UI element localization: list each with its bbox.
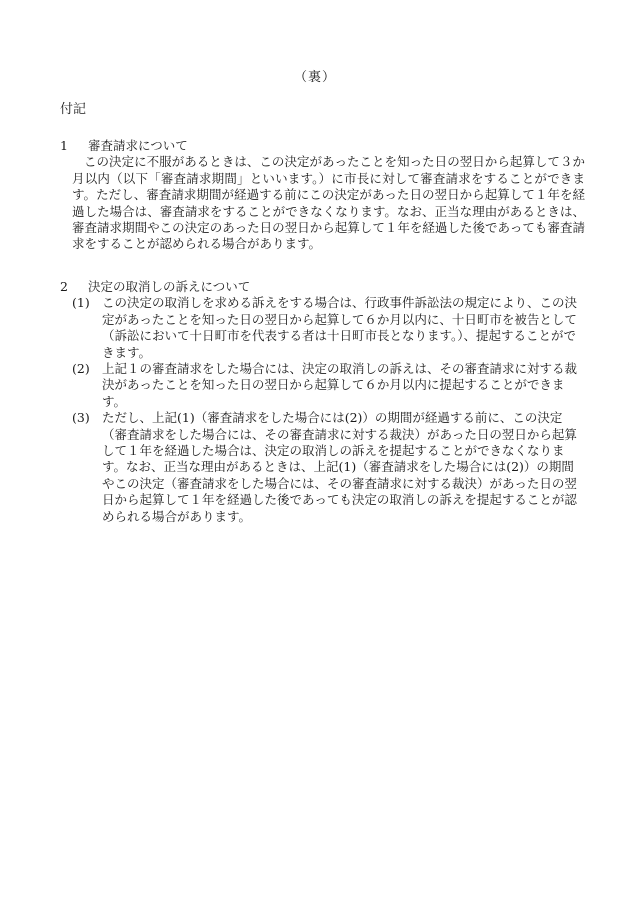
section-number: 2 — [60, 279, 68, 294]
section-body: この決定に不服があるときは、この決定があったことを知った日の翌日から起算して３か月以内（以下「審査請求期間」といいます。）に市長に対して審査請求をすることができます。ただし、審査請求期間が経過する前にこの決定があった日の翌日から起算して１年を経過した場合は、審査請求をすることができなくなります。なお、正当な理由があるときは、審査請求期間やこの決定のあった日の翌日から起算して１年を経過した後であっても審査請求をすることが認められる場合があります。 — [72, 154, 585, 252]
section-title: 審査請求について — [88, 138, 188, 153]
page-side-label: （裏） — [293, 70, 336, 85]
item-text: この決定の取消しを求める訴えをする場合は、行政事件訴訟法の規定により、この決定があったことを知った日の翌日から起算して６か月以内に、十日町市を被告として（訴訟において十日町市を代表する者は十日町市長となります。）、提起することができます。 — [102, 295, 578, 360]
section-appeal — [60, 138, 585, 253]
section-heading — [60, 279, 585, 295]
section-heading — [60, 138, 585, 154]
list-item — [60, 361, 585, 410]
section-number: 1 — [60, 138, 68, 153]
item-number: (3) — [72, 410, 90, 426]
item-number: (1) — [72, 295, 90, 311]
note-title: 付記 — [60, 102, 87, 117]
list-item — [60, 295, 585, 361]
item-number: (2) — [72, 361, 90, 377]
item-text: 上記１の審査請求をした場合には、決定の取消しの訴えは、その審査請求に対する裁決があったことを知った日の翌日から起算して６か月以内に提起することができます。 — [102, 361, 578, 409]
item-text: ただし、上記(1)（審査請求をした場合には(2)）の期間が経過する前に、この決定（審査請求をした場合には、その審査請求に対する裁決）があった日の翌日から起算して１年を経過した場合は、決定の取消しの訴えを提起することができなくなります。なお、正当な理由があるときは、上記(1)（審査請求をした場合には(2)）の期間やこの決定（審査請求をした場合には、その審査請求に対する裁決）があった日の翌日から起算して１年を経過した後であっても決定の取消しの訴えを提起することが認められる場合があります。 — [102, 410, 577, 524]
list-item — [60, 410, 585, 525]
section-lawsuit — [60, 279, 585, 525]
section-title: 決定の取消しの訴えについて — [88, 279, 251, 294]
